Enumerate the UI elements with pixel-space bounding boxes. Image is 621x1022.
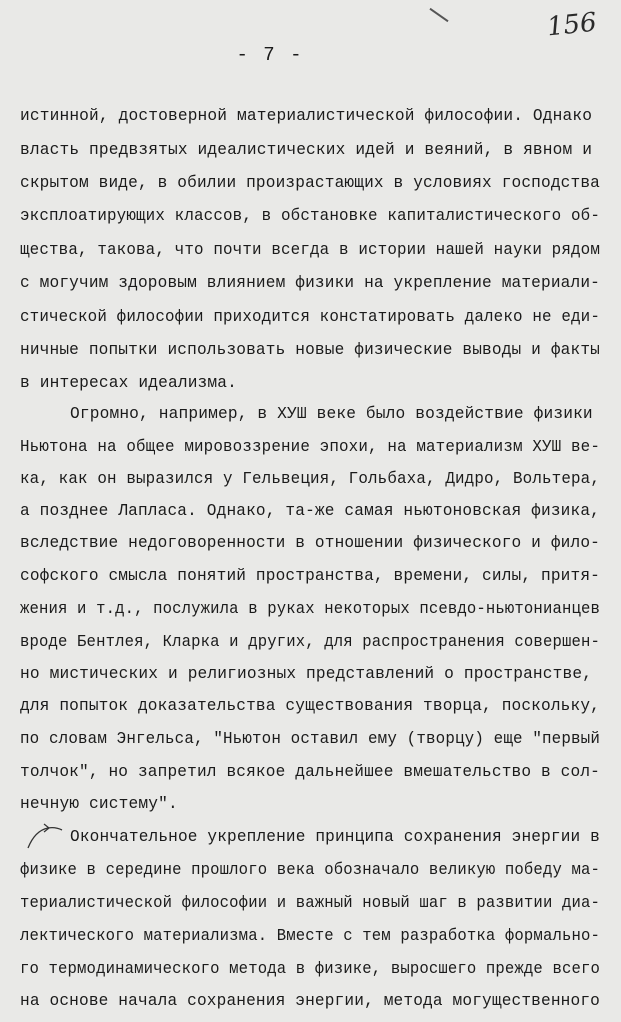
text-line: толчок", но запретил всякое дальнейшее вмешательство в сол- [20,763,600,781]
text-line: вследствие недоговоренности в отношении физического и фило- [20,534,600,552]
text-line: эксплоатирующих классов, в обстановке капиталистического об- [20,207,600,225]
text-line: истинной, достоверной материалистической философии. Однако [20,107,593,125]
text-line: Ньютона на общее мировоззрение эпохи, на материализм ХУШ ве- [20,438,600,456]
text-line: но мистических и религиозных представлений о пространстве, [20,665,593,683]
corner-scratch-mark [429,8,448,22]
text-line: щества, такова, что почти всегда в истории нашей науки рядом [20,241,600,259]
text-line: нечную систему". [20,795,178,813]
text-line: териалистической философии и важный новый шаг в развитии диа- [20,894,600,912]
text-line: физике в середине прошлого века обозначало великую победу ма- [20,861,600,879]
text-line: жения и т.д., послужила в руках некоторых псевдо-ньютонианцев [20,600,600,618]
text-line: в интересах идеализма. [20,374,238,392]
text-line: Окончательное укрепление принципа сохранения энергии в [70,828,600,846]
text-line: стической философии приходится констатировать далеко не еди- [20,308,600,326]
text-line: для попыток доказательства существования творца, поскольку, [20,697,600,715]
text-line: го термодинамического метода в физике, выросшего прежде всего [20,960,600,978]
text-line: скрытом виде, в обилии произрастающих в условиях господства [20,174,600,192]
text-line: софского смысла понятий пространства, времени, силы, притя- [20,567,600,585]
text-line: ничные попытки использовать новые физические выводы и факты [20,341,600,359]
text-line: с могучим здоровым влиянием физики на укрепление материали- [20,274,600,292]
text-line: лектического материализма. Вместе с тем разработка формально- [20,927,600,945]
text-line: ка, как он выразился у Гельвеция, Гольбаха, Дидро, Вольтера, [20,470,600,488]
archive-page-number: 156 [545,7,599,43]
text-line: на основе начала сохранения энергии, метода могущественного [20,992,600,1010]
text-line: вроде Бентлея, Кларка и других, для распространения совершен- [20,633,600,651]
page-number: - 7 - [236,44,304,66]
text-line: а позднее Лапласа. Однако, та-же самая ньютоновская физика, [20,502,600,520]
text-line: Огромно, например, в ХУШ веке было воздействие физики [70,405,593,423]
text-line: по словам Энгельса, "Ньютон оставил ему (творцу) еще "первый [20,730,600,748]
text-line: власть предвзятых идеалистических идей и веяний, в явном и [20,141,593,159]
